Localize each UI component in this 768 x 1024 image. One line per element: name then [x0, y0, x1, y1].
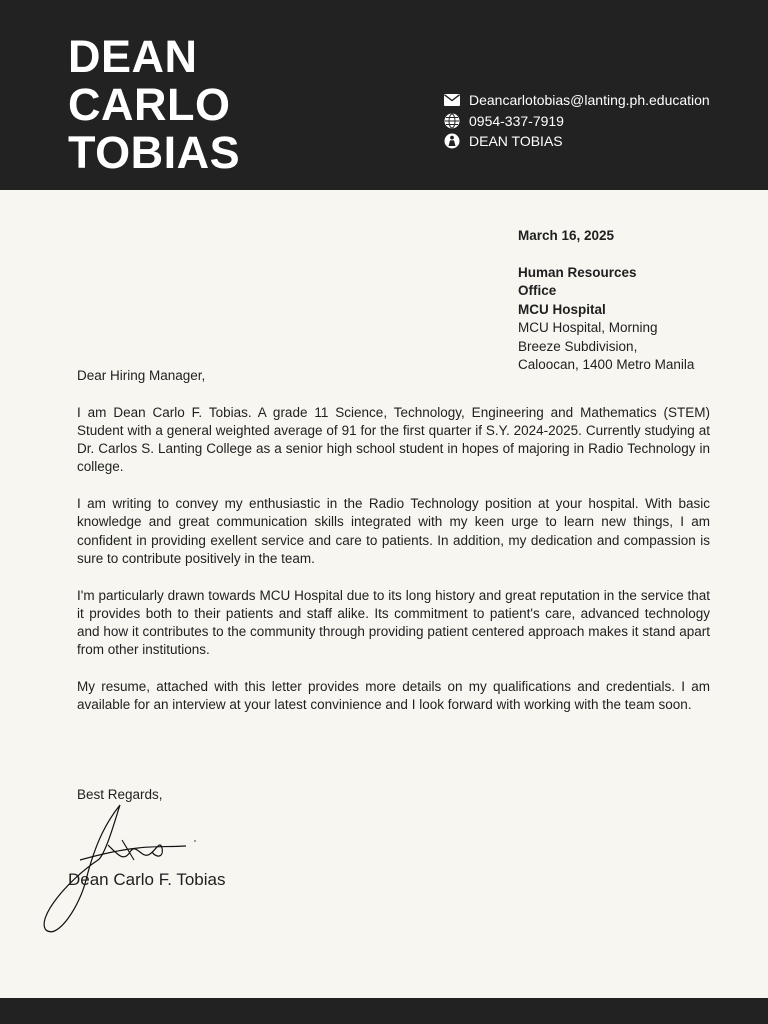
contact-list [443, 90, 710, 152]
organization-name: MCU Hospital [518, 301, 606, 317]
address-line-3: Caloocan, 1400 Metro Manila [518, 357, 695, 372]
profile-text: DEAN TOBIAS [469, 133, 563, 150]
name-line-2: CARLO [68, 79, 231, 130]
mail-icon [443, 91, 461, 109]
globe-icon [443, 112, 461, 130]
department-line-2: Office [518, 283, 557, 298]
salutation: Dear Hiring Manager, [77, 368, 206, 383]
paragraph-4: My resume, attached with this letter provides more details on my qualifications and credentials. I am available for an interview at your latest convinience and I look forward with working with the team soon. [77, 679, 710, 713]
footer-bar [0, 998, 768, 1024]
paragraph-2: I am writing to convey my enthusiastic in the Radio Technology position at your hospital. With basic knowledge and great communication skills integrated with my keen urge to learn new things, I am confident in providing exellent service and care to patients. In addition, my dedication and compassion is sure to contribute positively in the team. [77, 496, 710, 566]
contact-phone[interactable] [443, 111, 710, 132]
email-text: Deancarlotobias@lanting.ph.education [469, 92, 710, 109]
signer-name: Dean Carlo F. Tobias [68, 870, 226, 889]
phone-text: 0954-337-7919 [469, 112, 564, 129]
contact-profile[interactable] [443, 131, 710, 152]
address-line-1: MCU Hospital, Morning [518, 320, 658, 335]
applicant-name [68, 33, 240, 177]
closing-line: Best Regards, [77, 787, 163, 802]
contact-email[interactable] [443, 90, 710, 111]
department-line-1: Human Resources [518, 264, 637, 280]
name-line-1: DEAN [68, 31, 198, 82]
letter-date: March 16, 2025 [518, 228, 615, 243]
person-icon [443, 132, 461, 150]
paragraph-3: I'm particularly drawn towards MCU Hospital due to its long history and great reputation in the service that it provides both to their patients and staff alike. Its commitment to patient's care, advanced technology and how it contributes to the community through providing patient centered approach makes it stand apart from other institutions. [77, 587, 710, 658]
address-line-2: Breeze Subdivision, [518, 338, 638, 354]
name-line-3: TOBIAS [68, 127, 241, 178]
paragraph-1: I am Dean Carlo F. Tobias. A grade 11 Science, Technology, Engineering and Mathematics (STEM) Student with a general weighted average of 91 for the first quarter if S.Y. 2024-2025. Currently studying at Dr. Carlos S. Lanting College as a senior high school student in hopes of majoring in Radio Technology in college. [77, 404, 710, 475]
recipient-block [518, 227, 738, 375]
letter-body [77, 367, 710, 733]
header-banner [0, 0, 768, 190]
